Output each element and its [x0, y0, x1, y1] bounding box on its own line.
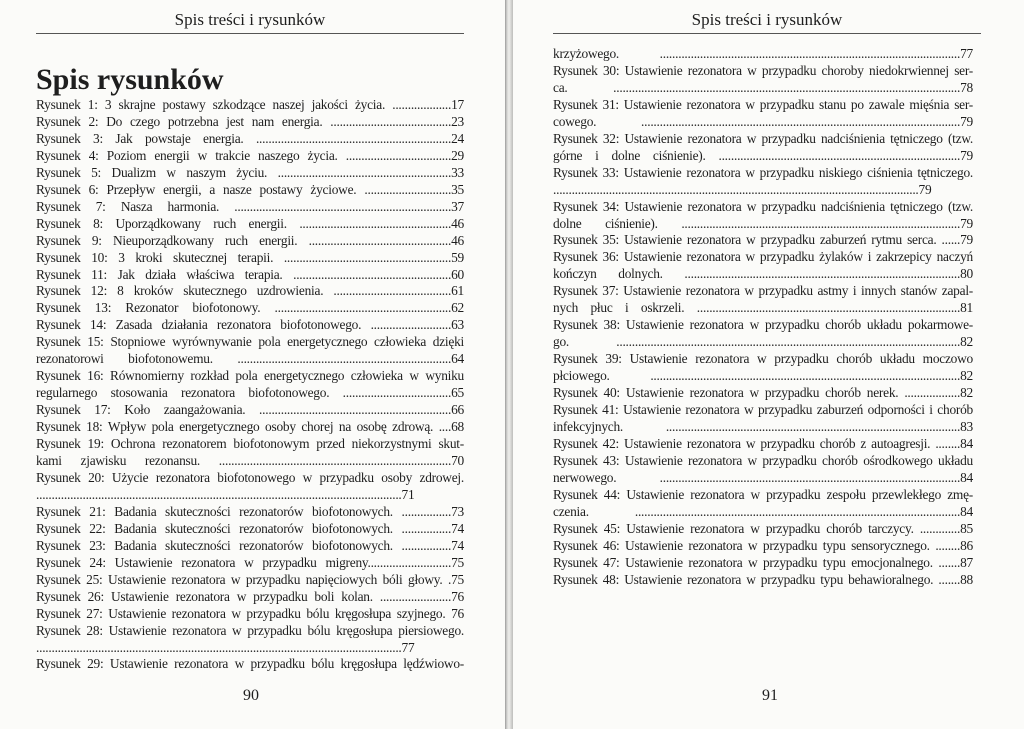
toc-line: Rysunek 3: Jak powstaje energia. ...............................................................24	[36, 130, 464, 146]
toc-line: Rysunek 26: Ustawienie rezonatora w przypadku boli kolan. .......................76	[36, 588, 464, 604]
left-page	[0, 0, 505, 729]
toc-line: czenia. .........................................................................................................84	[553, 503, 973, 519]
toc-line: Rysunek 36: Ustawienie rezonatora w przypadku żylaków i zakrzepicy naczyń	[553, 249, 973, 265]
toc-line: dolne ciśnienie). ..........................................................................................79	[553, 215, 973, 231]
toc-line: nych płuc i oskrzeli. .....................................................................................81	[553, 300, 973, 316]
toc-line: Rysunek 11: Jak działa właściwa terapia. ...................................................60	[36, 266, 464, 282]
toc-line: Rysunek 30: Ustawienie rezonatora w przypadku choroby niedokrwiennej ser-	[553, 62, 973, 78]
toc-line: Rysunek 43: Ustawienie rezonatora w przypadku chorób ośrodkowego układu	[553, 452, 973, 468]
toc-line: Rysunek 12: 8 kroków skutecznego uzdrowienia. ......................................61	[36, 283, 464, 299]
toc-line: płciowego. ....................................................................................................82	[553, 368, 973, 384]
toc-line: Rysunek 41: Ustawienie rezonatora w przypadku zaburzeń odporności i chorób	[553, 402, 973, 418]
book-spine-gutter	[505, 0, 513, 729]
toc-line: Rysunek 33: Ustawienie rezonatora w przypadku niskiego ciśnienia tętniczego.	[553, 164, 973, 180]
toc-line: Rysunek 22: Badania skuteczności rezonatorów biofotonowych. ................74	[36, 520, 464, 536]
toc-line: Rysunek 8: Uporządkowany ruch energii. .................................................46	[36, 215, 464, 231]
toc-line: Rysunek 18: Wpływ pola energetycznego osoby chorej na osobę zdrową. ....68	[36, 419, 464, 435]
toc-line: Rysunek 15: Stopniowe wyrównywanie pola energetycznego człowieka dzięki	[36, 334, 464, 350]
running-header: Spis treści i rysunków	[691, 10, 843, 29]
toc-line: rezonatorowi biofotonowemu. .....................................................................64	[36, 351, 464, 367]
toc-line: infekcyjnych. ...............................................................................................83	[553, 418, 973, 434]
toc-line: Rysunek 48: Ustawienie rezonatora w przypadku typu behawioralnego. .......88	[553, 571, 973, 587]
toc-line: Rysunek 35: Ustawienie rezonatora w przypadku zaburzeń rytmu serca. ......79	[553, 232, 973, 248]
toc-line: Rysunek 44: Ustawienie rezonatora w przypadku zespołu przewlekłego zmę-	[553, 486, 973, 502]
toc-line: Rysunek 42: Ustawienie rezonatora w przypadku chorób z autoagresji. ........84	[553, 435, 973, 451]
toc-line: Rysunek 17: Koło zaangażowania. ..............................................................66	[36, 402, 464, 418]
toc-line: Rysunek 25: Ustawienie rezonatora w przypadku napięciowych bóli głowy. .75	[36, 571, 464, 587]
toc-line: krzyżowego. .................................................................................................77	[553, 46, 973, 61]
toc-line: Rysunek 5: Dualizm w naszym życiu. ........................................................33	[36, 164, 464, 180]
toc-line: Rysunek 29: Ustawienie rezonatora w przypadku bólu kręgosłupa lędźwiowo-	[36, 656, 464, 672]
toc-line: nerwowego. .................................................................................................84	[553, 469, 973, 485]
toc-line: Rysunek 6: Przepływ energii, a nasze postawy życiowe. ............................35	[36, 181, 464, 197]
toc-line: Rysunek 38: Ustawienie rezonatora w przypadku chorób układu pokarmowe-	[553, 317, 973, 333]
toc-line: Rysunek 31: Ustawienie rezonatora w przypadku stanu po zawale mięśnia ser-	[553, 96, 973, 112]
toc-line: Rysunek 47: Ustawienie rezonatora w przypadku typu emocjonalnego. .......87	[553, 554, 973, 570]
right-page	[513, 0, 1024, 729]
toc-line: Rysunek 34: Ustawienie rezonatora w przypadku nadciśnienia tętniczego (tzw.	[553, 198, 973, 214]
toc-line: Rysunek 46: Ustawienie rezonatora w przypadku typu sensorycznego. ........86	[553, 537, 973, 553]
toc-line: Rysunek 21: Badania skuteczności rezonatorów biofotonowych. ................73	[36, 503, 464, 519]
page-number: 90	[243, 687, 259, 704]
toc-line: górne i dolne ciśnienie). ..............................................................................79	[553, 147, 973, 163]
toc-line: Rysunek 19: Ochrona rezonatorem biofotonowym przed niekorzystnymi skut-	[36, 436, 464, 452]
toc-line: Rysunek 2: Do czego potrzebna jest nam energia. .......................................23	[36, 113, 464, 129]
toc-line: Rysunek 37: Ustawienie rezonatora w przypadku astmy i innych stanów zapal-	[553, 283, 973, 299]
toc-line: cowego. .......................................................................................................79	[553, 113, 973, 129]
toc-line: Rysunek 39: Ustawienie rezonatora w przypadku chorób układu moczowo	[553, 351, 973, 367]
toc-line: Rysunek 32: Ustawienie rezonatora w przypadku nadciśnienia tętniczego (tzw.	[553, 130, 973, 146]
page-number: 91	[762, 687, 778, 704]
toc-line: regularnego stosowania rezonatora biofotonowego. ...................................65	[36, 385, 464, 401]
toc-line: Rysunek 45: Ustawienie rezonatora w przypadku chorób tarczycy. .............85	[553, 520, 973, 536]
toc-line: go. ...............................................................................................................82	[553, 334, 973, 350]
toc-line: kończyn dolnych. .........................................................................................80	[553, 266, 973, 282]
toc-line: Rysunek 4: Poziom energii w trakcie naszego życia. ..................................29	[36, 147, 464, 163]
header-rule	[553, 33, 981, 34]
toc-line: kami zjawisku rezonansu. ...........................................................................70	[36, 453, 464, 469]
toc-line: Rysunek 40: Ustawienie rezonatora w przypadku chorób nerek. ..................82	[553, 385, 973, 401]
header-rule	[36, 33, 464, 34]
toc-line: Rysunek 20: Użycie rezonatora biofotonowego w przypadku osoby zdrowej.	[36, 469, 464, 485]
toc-line: Rysunek 13: Rezonator biofotonowy. .........................................................62	[36, 300, 464, 316]
toc-line: Rysunek 14: Zasada działania rezonatora biofotonowego. ..........................63	[36, 317, 464, 333]
figure-list	[36, 97, 464, 673]
toc-line: Rysunek 16: Równomierny rozkład pola energetycznego człowieka w wyniku	[36, 368, 464, 384]
running-header: Spis treści i rysunków	[174, 10, 326, 29]
figure-list	[553, 46, 973, 589]
toc-line: Rysunek 24: Ustawienie rezonatora w przypadku migreny...........................75	[36, 554, 464, 570]
toc-line: Rysunek 1: 3 skrajne postawy szkodzące naszej jakości życia. ...................17	[36, 97, 464, 112]
toc-line: Rysunek 28: Ustawienie rezonatora w przypadku bólu kręgosłupa piersiowego.	[36, 622, 464, 638]
toc-line: ......................................................................................................................77	[36, 639, 415, 655]
toc-line: ......................................................................................................................71	[36, 486, 415, 502]
toc-line: Rysunek 9: Nieuporządkowany ruch energii. ..............................................46	[36, 232, 464, 248]
section-title: Spis rysunków	[36, 63, 224, 96]
toc-line: Rysunek 10: 3 kroki skutecznej terapii. ......................................................59	[36, 249, 464, 265]
toc-line: Rysunek 27: Ustawienie rezonatora w przypadku bólu kręgosłupa szyjnego. 76	[36, 605, 464, 621]
toc-line: ......................................................................................................................79	[553, 181, 932, 197]
toc-line: ca. ................................................................................................................78	[553, 79, 973, 95]
toc-line: Rysunek 23: Badania skuteczności rezonatorów biofotonowych. ................74	[36, 537, 464, 553]
toc-line: Rysunek 7: Nasza harmonia. ......................................................................37	[36, 198, 464, 214]
